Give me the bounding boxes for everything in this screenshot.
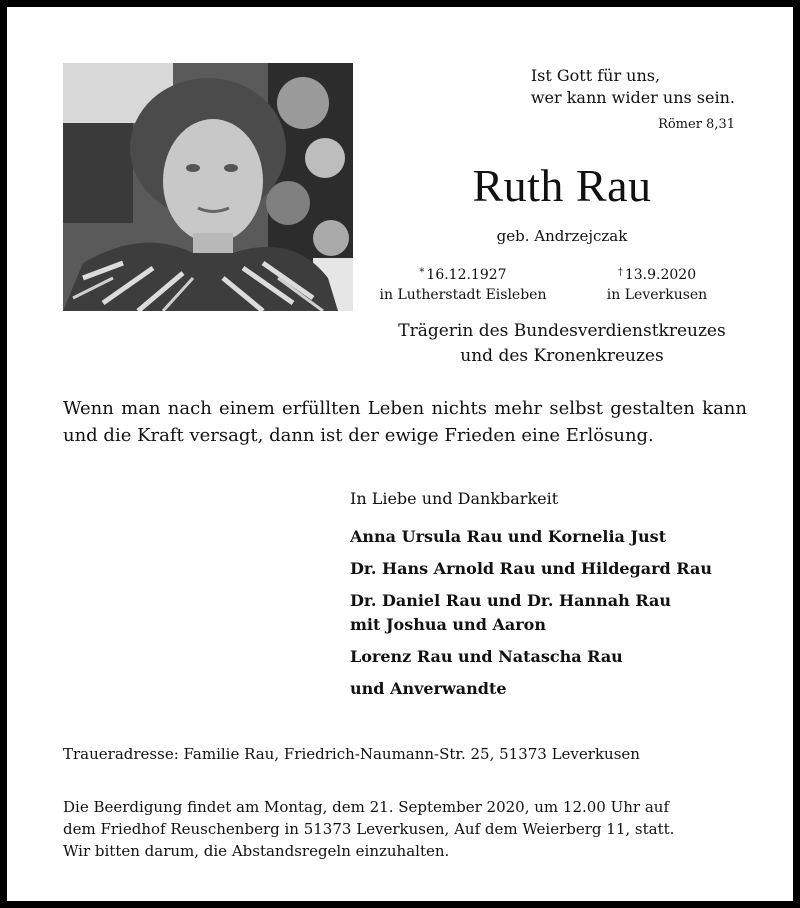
- birth-name: geb. Andrzejczak: [496, 227, 628, 245]
- mourner-line: und Anverwandte: [350, 679, 507, 698]
- verse-reference: Römer 8,31: [658, 117, 735, 132]
- gratitude-intro: In Liebe und Dankbarkeit: [350, 489, 559, 508]
- bible-verse: [531, 65, 735, 109]
- portrait-photo: [63, 63, 353, 311]
- death-place: in Leverkusen: [606, 287, 708, 303]
- mourner-entry: [350, 677, 770, 701]
- birth-place: in Lutherstadt Eisleben: [379, 287, 547, 303]
- honor-line: und des Kronenkreuzes: [460, 346, 664, 366]
- honors: [377, 319, 747, 369]
- quote-text: Wenn man nach einem erfüllten Leben nichts mehr selbst gestalten kann und die Kraft versagt, dann ist der ewige Frieden eine Erlösung.: [63, 398, 747, 446]
- death-symbol: †: [617, 267, 623, 278]
- mourner-entry: [350, 557, 770, 581]
- birth-symbol: *: [419, 267, 425, 278]
- mourner-line: Dr. Daniel Rau und Dr. Hannah Rau: [350, 591, 671, 610]
- verse-line: wer kann wider uns sein.: [530, 88, 735, 107]
- mourner-entry: [350, 525, 770, 549]
- death-date: 13.9.2020: [624, 267, 697, 283]
- deceased-name: Ruth Rau: [472, 160, 652, 211]
- mourner-line: Dr. Hans Arnold Rau und Hildegard Rau: [350, 559, 712, 578]
- funeral-line: Wir bitten darum, die Abstandsregeln einzuhalten.: [63, 842, 450, 860]
- birth-info: [373, 263, 553, 305]
- mourners-list: [350, 525, 770, 709]
- funeral-line: Die Beerdigung findet am Montag, dem 21. September 2020, um 12.00 Uhr auf: [63, 798, 670, 816]
- mourner-line: mit Joshua und Aaron: [350, 615, 546, 634]
- death-info: [587, 263, 727, 305]
- mourner-entry: [350, 645, 770, 669]
- honor-line: Trägerin des Bundesverdienstkreuzes: [398, 321, 726, 341]
- birth-date: 16.12.1927: [426, 267, 507, 283]
- verse-line: Ist Gott für uns,: [530, 66, 661, 85]
- funeral-notice: [63, 796, 753, 862]
- mourner-entry: [350, 589, 770, 637]
- funeral-line: dem Friedhof Reuschenberg in 51373 Leverkusen, Auf dem Weierberg 11, statt.: [63, 820, 675, 838]
- mourner-line: Anna Ursula Rau und Kornelia Just: [350, 527, 667, 546]
- mourner-line: Lorenz Rau und Natascha Rau: [350, 647, 623, 666]
- mourning-address: Traueradresse: Familie Rau, Friedrich-Naumann-Str. 25, 51373 Leverkusen: [63, 745, 640, 763]
